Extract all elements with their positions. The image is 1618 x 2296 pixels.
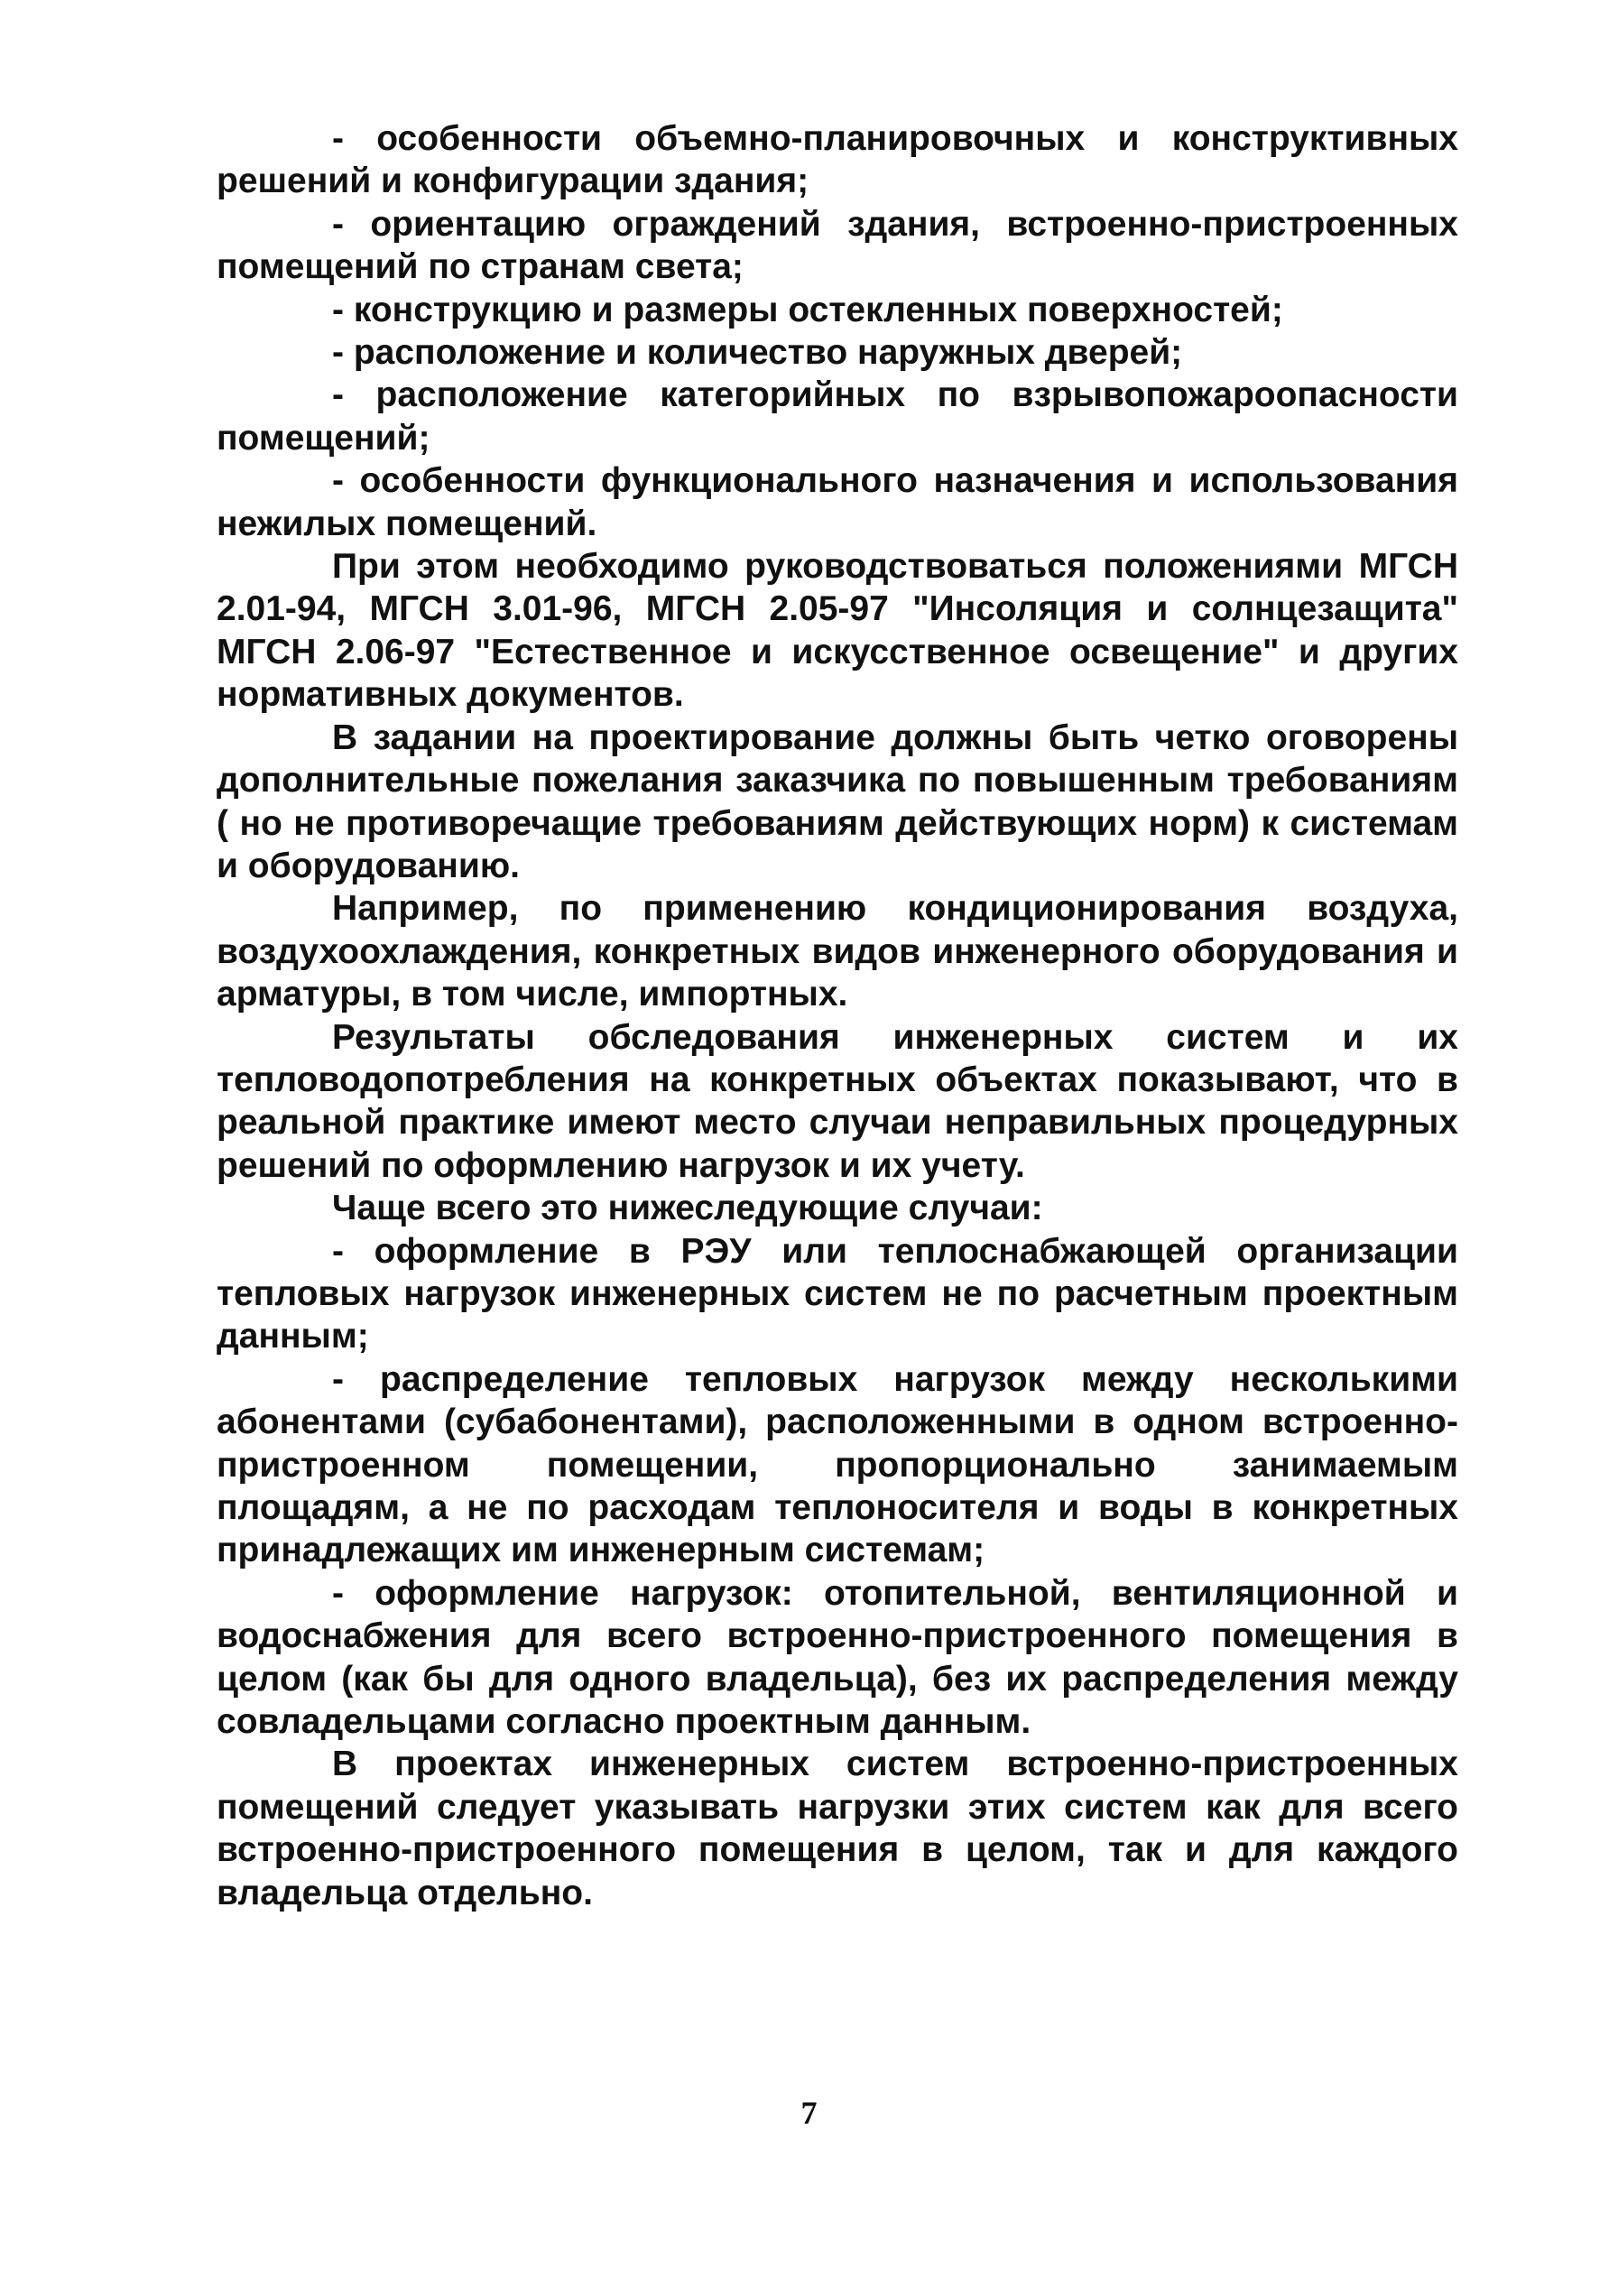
page-number: 7 bbox=[800, 2095, 818, 2131]
paragraph-11: Чаще всего это нижеследующие случаи: bbox=[332, 1189, 1043, 1228]
paragraph-6: - особенности функционального назначения и использования нежилых помещений. bbox=[217, 461, 1458, 543]
paragraph-9: Например, по применению кондиционирования воздуха, воздухоохлаждения, конкретных видов инженерного оборудования и арматуры, в том числе, импортных. bbox=[217, 889, 1458, 1014]
paragraph-4: - расположение и количество наружных дверей; bbox=[332, 333, 1183, 373]
paragraph-13: - распределение тепловых нагрузок между несколькими абонентами (субабонентами), расположенными в одном встроенно-пристроенном помещении, пропорционально занимаемым площадям, а не по расходам теплоносителя и воды в конкретных принадлежащих им инженерным системам; bbox=[217, 1359, 1458, 1570]
paragraph-2: - ориентацию ограждений здания, встроенно-пристроенных помещений по странам света; bbox=[217, 204, 1458, 287]
paragraph-10: Результаты обследования инженерных систем и их тепловодопотребления на конкретных объектах показывают, что в реальной практике имеют место случаи неправильных процедурных решений по оформлению нагрузок и их учету. bbox=[217, 1017, 1458, 1185]
paragraph-12: - оформление в РЭУ или теплоснабжающей организации тепловых нагрузок инженерных систем не по расчетным проектным данным; bbox=[217, 1231, 1458, 1356]
paragraph-14: - оформление нагрузок: отопительной, вентиляционной и водоснабжения для всего встроенно-пристроенного помещения в целом (как бы для одного владельца), без их распределения между совладельцами согласно проектным данным. bbox=[217, 1573, 1458, 1742]
paragraph-8: В задании на проектирование должны быть четко оговорены дополнительные пожелания заказчика по повышенным требованиям ( но не противоречащие требованиям действующих норм) к системам и оборудованию. bbox=[217, 718, 1458, 885]
paragraph-3: - конструкцию и размеры остекленных поверхностей; bbox=[332, 290, 1283, 329]
paragraph-7: При этом необходимо руководствоваться положениями МГСН 2.01-94, МГСН 3.01-96, МГСН 2.05-97 "Инсоляция и солнцезащита" МГСН 2.06-97 "Естественное и искусственное освещение" и других нормативных документов. bbox=[217, 547, 1458, 715]
body-text bbox=[217, 117, 1458, 1914]
paragraph-1: - особенности объемно-планировочных и конструктивных решений и конфигурации здания; bbox=[217, 119, 1458, 201]
paragraph-15: В проектах инженерных систем встроенно-пристроенных помещений следует указывать нагрузки этих систем как для всего встроенно-пристроенного помещения в целом, так и для каждого владельца отдельно. bbox=[217, 1745, 1458, 1912]
paragraph-5: - расположение категорийных по взрывопожароопасности помещений; bbox=[217, 375, 1458, 458]
